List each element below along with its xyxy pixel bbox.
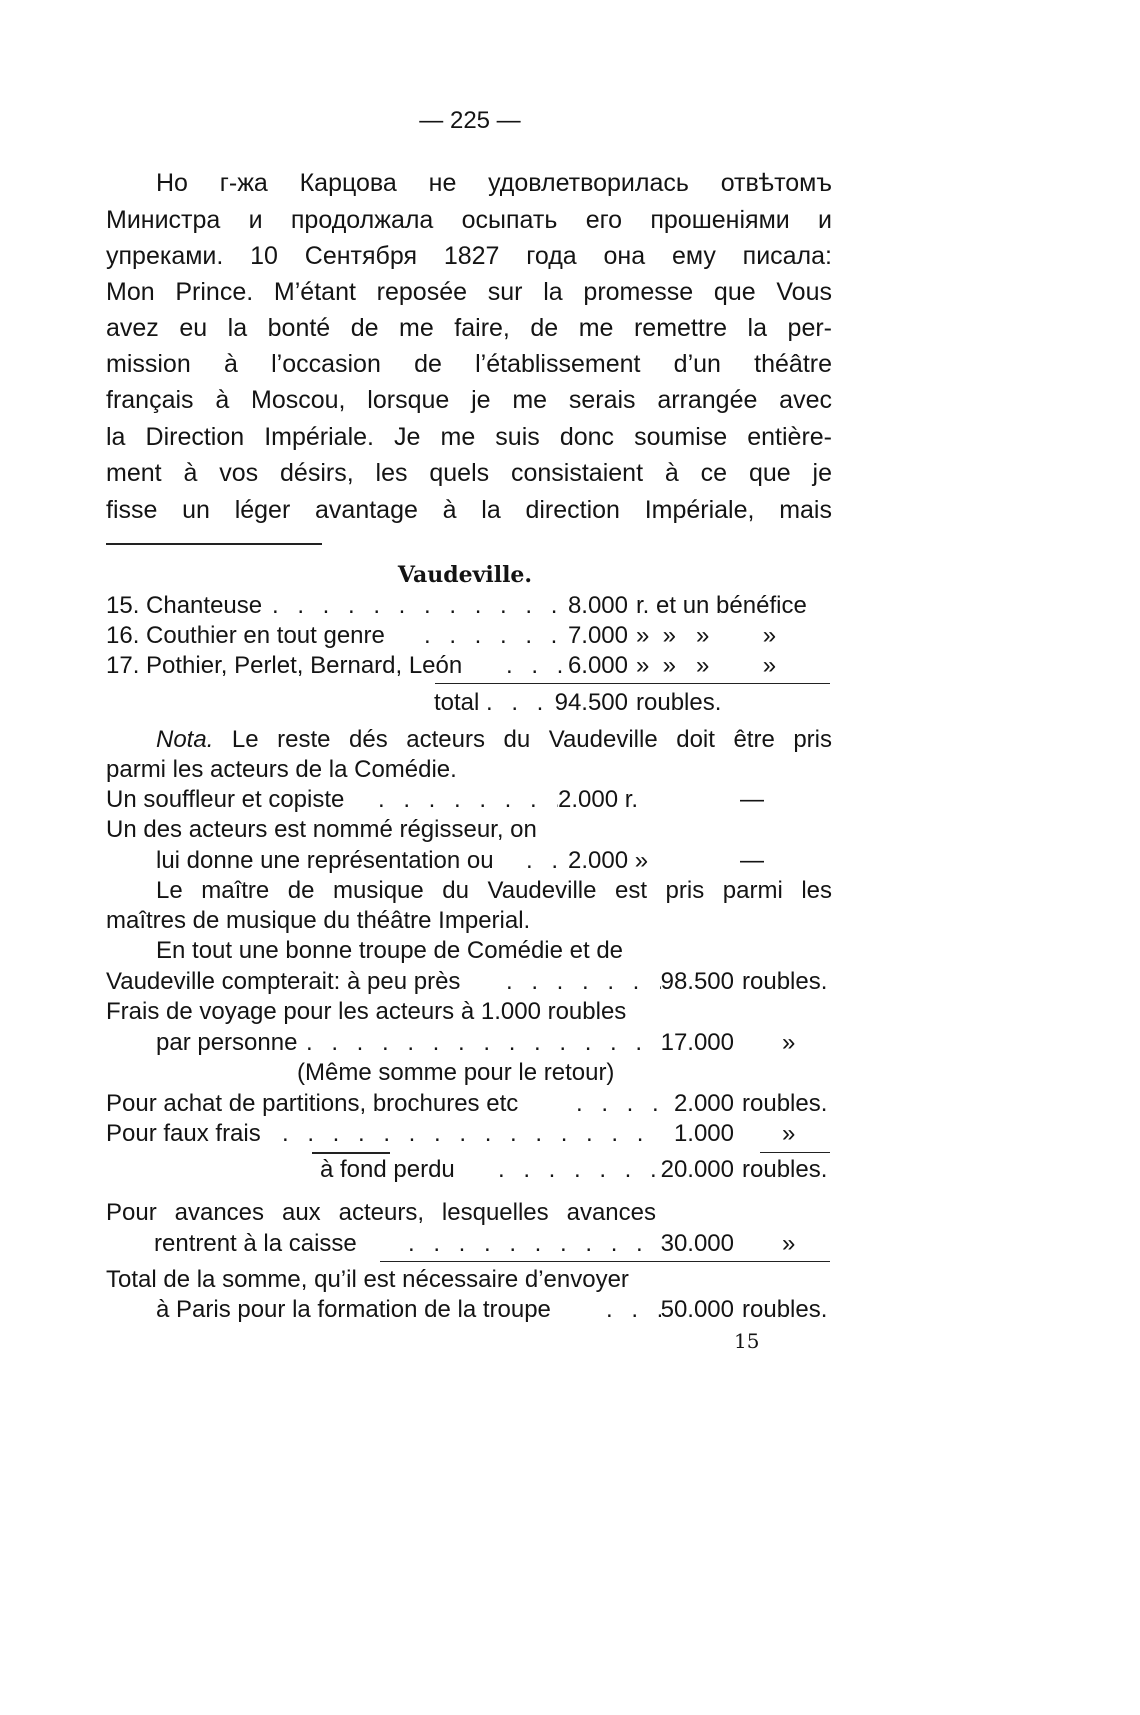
- total-row: [106, 688, 832, 718]
- frais-note: (Même somme pour le retour): [297, 1059, 615, 1086]
- souffleur-row: [106, 785, 832, 815]
- dot-leader: [424, 621, 562, 651]
- item-label: par personne: [156, 1029, 298, 1056]
- dot-leader: [506, 967, 661, 997]
- item-amount: 17.000: [660, 1029, 734, 1056]
- item-unit: roubles.: [742, 1296, 828, 1323]
- role-row: [106, 621, 832, 651]
- item-label: à Paris pour la formation de la troupe: [156, 1296, 551, 1323]
- total-amount: 94.500: [554, 689, 628, 716]
- item-amount: 2.000 »: [568, 847, 649, 874]
- item-unit: roubles.: [742, 968, 828, 995]
- dot-leader: [306, 1028, 661, 1058]
- item-amount: 50.000: [660, 1296, 734, 1323]
- item-unit: »: [782, 1029, 796, 1056]
- dot-leader: [486, 688, 550, 718]
- paragraph-line: упреками. 10 Сентября 1827 года она ему писала:: [106, 242, 832, 270]
- regisseur-line: Un des acteurs est nommé régisseur, on: [106, 816, 537, 843]
- item-label: lui donne une représentation ou: [156, 847, 494, 874]
- role-row: [106, 591, 832, 621]
- ditto-marks: » » » »: [636, 652, 777, 679]
- ditto-marks: » » » »: [636, 622, 777, 649]
- sum-rule: [380, 1261, 830, 1262]
- nota-text: Le reste dés acteurs du Vaudeville doit être pris: [231, 726, 833, 753]
- item-label: à fond perdu: [320, 1156, 455, 1183]
- paragraph-line: mission à l’occasion de l’établissement d’un théâtre: [106, 350, 832, 378]
- role-label: 16. Couthier en tout genre: [106, 622, 385, 649]
- item-unit: »: [782, 1230, 796, 1257]
- paragraph-line: fisse un léger avantage à la direction Impériale, mais: [106, 496, 832, 524]
- nota-line: [156, 725, 832, 755]
- item-amount: 30.000: [660, 1230, 734, 1257]
- role-amount: 7.000: [567, 622, 628, 649]
- item-amount: 2.000 r.: [558, 786, 639, 813]
- item-unit: roubles.: [742, 1156, 828, 1183]
- paragraph-line: la Direction Impériale. Je me suis donc soumise entière-: [106, 423, 832, 451]
- frais-line: Frais de voyage pour les acteurs à 1.000 roubles: [106, 998, 627, 1025]
- avances-row: [106, 1229, 832, 1259]
- paragraph-line: avez eu la bonté de me faire, de me remettre la per-: [106, 314, 832, 342]
- item-label: Pour faux frais: [106, 1120, 261, 1147]
- dot-leader: [606, 1295, 661, 1325]
- paragraph-line: français à Moscou, lorsque je me serais arrangée avec: [106, 386, 832, 414]
- fond-perdu-row: [106, 1155, 832, 1185]
- item-label: Vaudeville compterait: à peu près: [106, 968, 461, 995]
- item-amount: 2.000: [673, 1090, 734, 1117]
- role-label: 17. Pothier, Perlet, Bernard, León: [106, 652, 463, 679]
- dot-leader: [408, 1229, 661, 1259]
- item-amount: 1.000: [673, 1120, 734, 1147]
- item-amount: 98.500: [660, 968, 734, 995]
- role-row: [106, 651, 832, 681]
- en-tout-line: En tout une bonne troupe de Comédie et de: [156, 937, 624, 964]
- paragraph-line: Министра и продолжала осыпать его прошеніями и: [106, 206, 832, 234]
- role-amount: 8.000: [567, 592, 628, 619]
- dot-leader: [506, 651, 562, 681]
- short-rule: [312, 1152, 390, 1154]
- page-number: — 225 —: [419, 107, 521, 134]
- item-label: Un souffleur et copiste: [106, 786, 345, 813]
- signature-mark: 15: [734, 1329, 760, 1353]
- section-title: Vaudeville.: [397, 562, 533, 588]
- dot-leader: [282, 1119, 661, 1149]
- achat-row: [106, 1089, 832, 1119]
- paragraph-line: Mon Prince. M’étant reposée sur la promesse que Vous: [106, 278, 832, 306]
- item-label: Pour achat de partitions, brochures etc: [106, 1090, 519, 1117]
- dot-leader: [498, 1155, 661, 1185]
- dash: —: [740, 786, 764, 813]
- paragraph-line: Но г-жа Карцова не удовлетворилась отвѣтомъ: [156, 169, 832, 197]
- dash: —: [740, 847, 764, 874]
- sum-rule: [760, 1152, 830, 1153]
- dot-leader: [272, 591, 562, 621]
- regisseur-row: [106, 846, 832, 876]
- nota-line: parmi les acteurs de la Comédie.: [106, 756, 457, 783]
- item-label: rentrent à la caisse: [154, 1230, 357, 1257]
- role-label: 15. Chanteuse: [106, 592, 263, 619]
- item-amount: 20.000: [660, 1156, 734, 1183]
- paragraph-line: ment à vos désirs, les quels consistaient à ce que je: [106, 459, 832, 487]
- item-unit: »: [782, 1120, 796, 1147]
- total-somme-row: [106, 1295, 832, 1325]
- maitre-line: maîtres de musique du théâtre Imperial.: [106, 907, 531, 934]
- role-unit: r. et un bénéfice: [636, 592, 807, 619]
- maitre-line: Le maître de musique du Vaudeville est pris parmi les: [156, 877, 832, 904]
- role-amount: 6.000: [567, 652, 628, 679]
- frais-row: [106, 1028, 832, 1058]
- nota-lead: Nota.: [156, 726, 214, 753]
- footnote-divider: [106, 543, 322, 545]
- total-unit: roubles.: [636, 689, 722, 716]
- total-label: total: [434, 689, 480, 716]
- faux-frais-row: [106, 1119, 832, 1149]
- total-somme-line: Total de la somme, qu’il est nécessaire d’envoyer: [106, 1266, 629, 1293]
- dot-leader: [576, 1089, 661, 1119]
- dot-leader: [378, 785, 558, 815]
- avances-line: Pour avances aux acteurs, lesquelles avances: [106, 1199, 656, 1226]
- sum-rule: [435, 683, 830, 684]
- en-tout-row: [106, 967, 832, 997]
- item-unit: roubles.: [742, 1090, 828, 1117]
- dot-leader: [526, 846, 566, 876]
